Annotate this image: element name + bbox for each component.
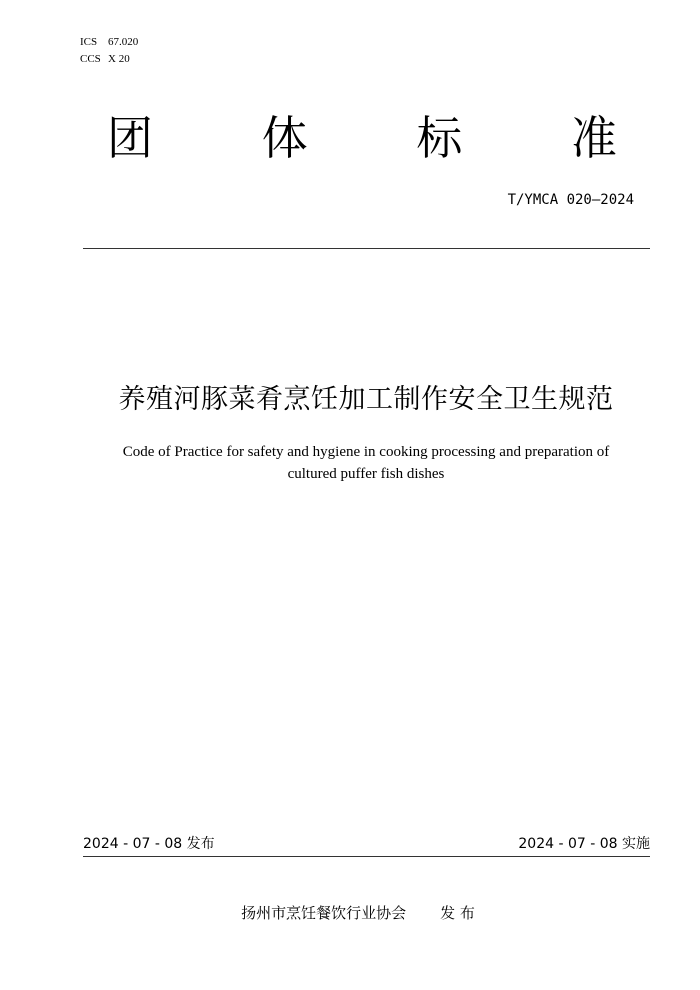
classification-codes: [80, 34, 138, 68]
chinese-title: 养殖河豚菜肴烹饪加工制作安全卫生规范: [118, 384, 614, 415]
publish-action: 发 布: [440, 904, 475, 922]
standard-type-char: 团: [107, 111, 153, 165]
english-title: [90, 441, 642, 485]
standard-number: T/YMCA 020—2024: [507, 192, 634, 208]
standard-type-char: 准: [570, 111, 617, 165]
publisher-name: 扬州市烹饪餐饮行业协会: [241, 904, 407, 922]
footer-divider: [83, 856, 650, 857]
english-title-line: cultured puffer fish dishes: [287, 466, 445, 482]
standard-type-char: 体: [261, 111, 308, 165]
implementation-date: 2024 - 07 - 08 实施: [518, 836, 650, 852]
standard-type-heading: [84, 110, 640, 166]
standard-type-char: 标: [416, 111, 463, 165]
header-divider: [83, 248, 650, 249]
english-title-line: Code of Practice for safety and hygiene in cooking processing and preparation of: [122, 444, 610, 460]
ics-value: 67.020: [108, 36, 139, 48]
publisher-line: [0, 902, 700, 924]
ics-label: ICS: [80, 36, 98, 48]
ccs-label: CCS: [80, 53, 101, 65]
ics-code: [80, 34, 138, 51]
ccs-code: [80, 51, 138, 68]
issue-date: 2024 - 07 - 08 发布: [83, 836, 215, 852]
ccs-value: X 20: [108, 53, 130, 65]
